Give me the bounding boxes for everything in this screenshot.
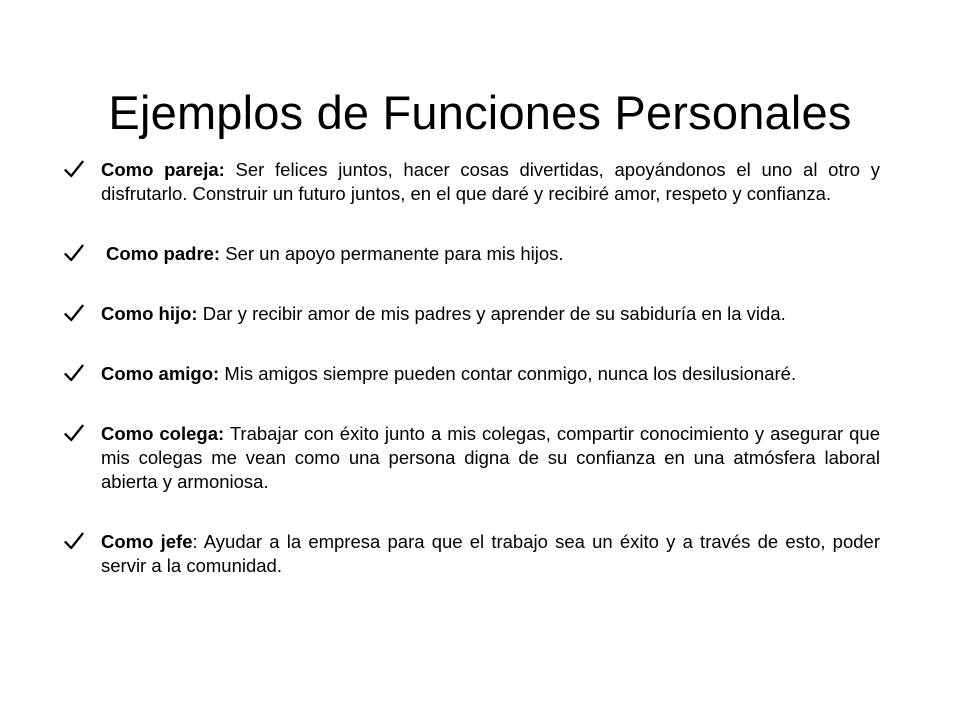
role-description: Ser un apoyo permanente para mis hijos. (220, 243, 564, 265)
slide-title: Ejemplos de Funciones Personales (108, 86, 852, 140)
role-label: Como amigo: (101, 363, 220, 385)
list-item (64, 302, 880, 326)
checkmark-icon (64, 304, 84, 322)
list-item (64, 422, 880, 494)
role-description: Mis amigos siempre pueden contar conmigo, nunca los desilusionaré. (219, 363, 797, 385)
list-item (64, 158, 880, 206)
list-item (64, 530, 880, 578)
role-label: Como padre: (106, 243, 221, 265)
checkmark-icon (64, 160, 84, 178)
checkmark-icon (64, 364, 84, 382)
role-label: Como pareja: (101, 159, 225, 180)
bullet-list (64, 158, 880, 578)
role-label: Como hijo: (101, 303, 198, 325)
checkmark-icon (64, 532, 84, 550)
checkmark-icon (64, 424, 84, 442)
role-description: Trabajar con éxito junto a mis colegas, compartir conocimiento y asegurar que mis colegas me vean como una persona digna de su confianza en una atmósfera laboral abierta y armoniosa. (101, 423, 881, 493)
role-description: Dar y recibir amor de mis padres y aprender de su sabiduría en la vida. (197, 303, 786, 325)
checkmark-icon (64, 244, 84, 262)
role-label: Como colega: (101, 423, 225, 445)
list-item (64, 362, 880, 386)
list-item (64, 242, 880, 266)
role-description: Ser felices juntos, hacer cosas divertidas, apoyándonos el uno al otro y disfrutarlo. Construir un futuro juntos, en el que daré y recibiré amor, respeto y confianza. (101, 159, 881, 205)
role-description: : Ayudar a la empresa para que el trabajo sea un éxito y a través de esto, poder servir a la comunidad. (101, 531, 880, 577)
role-label: Como jefe (101, 531, 193, 553)
